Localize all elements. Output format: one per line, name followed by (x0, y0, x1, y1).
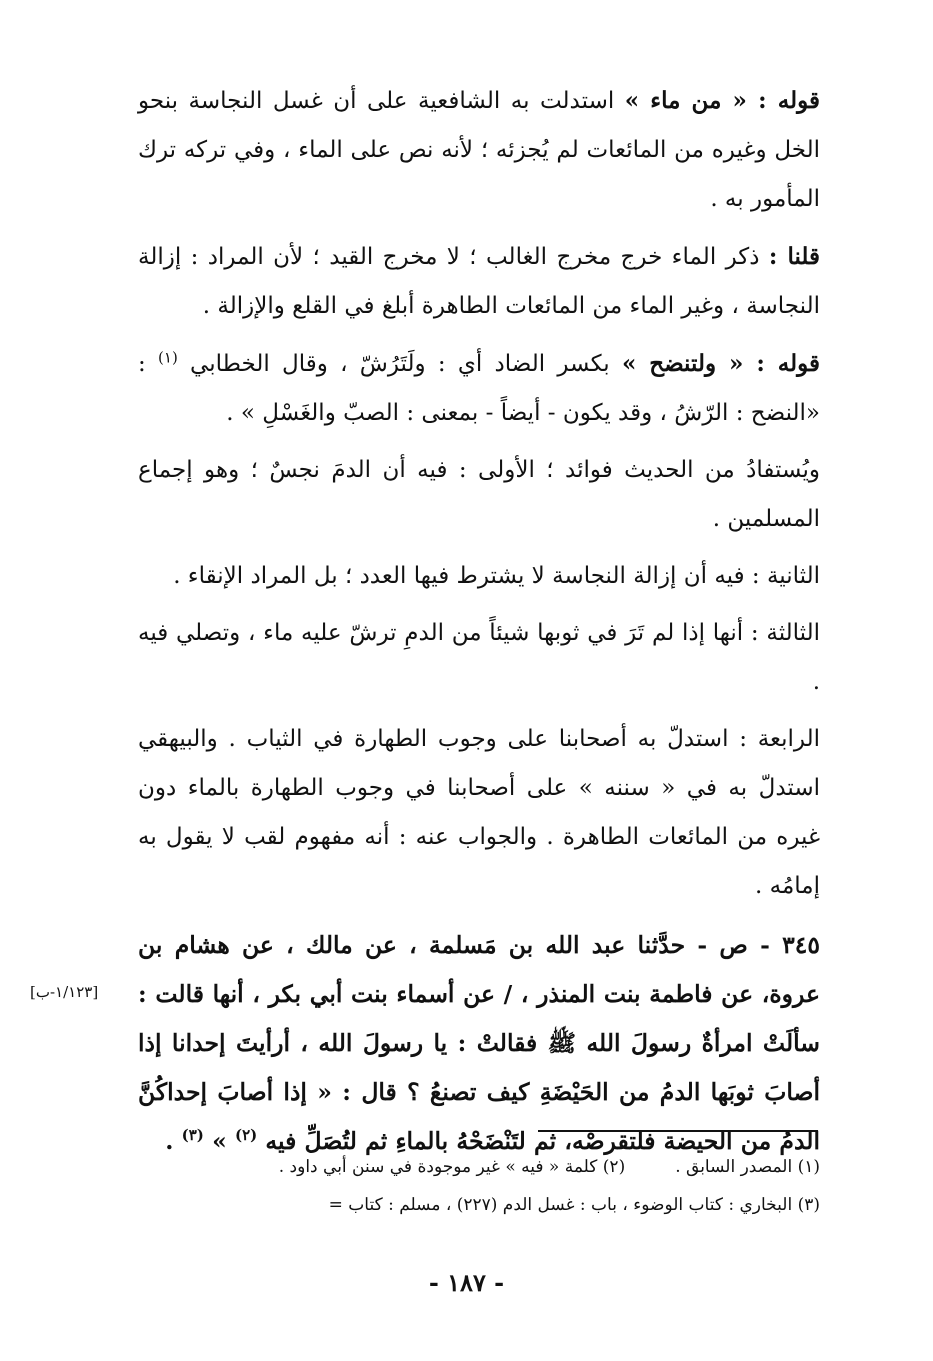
footnote-3: (٣) البخاري : كتاب الوضوء ، باب : غسل الدم (٢٢٧) ، مسلم : كتاب = (328, 1195, 820, 1215)
page-number: - ١٨٧ - (428, 1268, 505, 1297)
paragraph-4-text: ويُستفادُ من الحديث فوائد ؛ الأولى : فيه أن الدمَ نجسٌ ؛ وهو إجماع المسلمين . (138, 457, 820, 532)
paragraph-3-text: بكسر الضاد أي : ولَتَرُشّ ، وقال الخطابي (177, 351, 622, 377)
hadith-end: . (165, 1127, 182, 1155)
paragraph-5 (138, 552, 820, 601)
footnote-1: (١) المصدر السابق . (675, 1157, 820, 1177)
paragraph-1-text: استدلت به الشافعية على أن غسل النجاسة بنحو الخل وغيره من المائعات لم يُجزئه ؛ لأنه نص على الماء ، وفي تركه ترك المأمور به . (138, 88, 820, 212)
paragraph-1 (138, 76, 820, 224)
paragraph-2 (138, 232, 820, 331)
paragraph-6-text: الثالثة : أنها إذا لم تَرَ في ثوبها شيئاً من الدمِ ترشّ عليه ماء ، وتصلي فيه . (138, 620, 820, 695)
footnote-2: (٢) كلمة « فيه » غير موجودة في سنن أبي داود . (278, 1157, 626, 1177)
paragraph-3 (138, 339, 820, 438)
footnote-separator (538, 1130, 818, 1132)
paragraph-3-text-continued: : «النضح : الرّشُ ، وقد يكون - أيضاً - بمعنى : الصبّ والغَسْلِ » . (138, 351, 820, 426)
paragraph-7 (138, 715, 820, 911)
paragraph-3-lead: قوله : « ولتنضح » (621, 350, 821, 377)
footnotes (138, 1148, 820, 1224)
hadith-tail: » (203, 1127, 235, 1155)
paragraph-6 (138, 609, 820, 707)
paragraph-4 (138, 446, 820, 544)
footnote-ref-2[interactable]: (٢) (234, 1126, 258, 1145)
manuscript-folio-ref: [١/١٢٣-ب] (30, 983, 99, 1001)
hadith-body: ٣٤٥ - ص - حدَّثنا عبد الله بن مَسلمة ، عن مالك ، عن هشام بن عروة، عن فاطمة بنت المنذر ، / عن أسماء بنت أبي بكر ، أنها قالت : سألَتْ امرأةٌ رسولَ الله ﷺ فقالتْ : يا رسولَ الله ، أرأيتَ إحدانا إذا أصابَ ثوبَها الدمُ من الحَيْضَةِ كيف تصنعُ ؟ قال : « إذا أصابَ إحداكُنَّ الدمُ من الحيضة فلتقرصْه، ثم لتَنْضَحْهُ بالماءِ ثم لتُصَلِّ فيه (138, 931, 820, 1155)
paragraph-7-text: الرابعة : استدلّ به أصحابنا على وجوب الطهارة في الثياب . والبيهقي استدلّ به في « سننه » على أصحابنا في وجوب الطهارة بالماء دون غيره من المائعات الطاهرة . والجواب عنه : أنه مفهوم لقب لا يقول به إمامُه . (138, 726, 820, 899)
paragraph-5-text: الثانية : فيه أن إزالة النجاسة لا يشترط فيها العدد ؛ بل المراد الإنقاء . (173, 563, 820, 589)
paragraph-2-text: ذكر الماء خرج مخرج الغالب ؛ لا مخرج القيد ؛ لأن المراد : إزالة النجاسة ، وغير الماء من المائعات الطاهرة أبلغ في القلع والإزالة . (138, 244, 820, 319)
page-body (30, 76, 821, 1190)
paragraph-1-lead: قوله : « من ماء » (624, 87, 820, 114)
footnote-ref-3[interactable]: (٣) (181, 1126, 204, 1145)
footnote-ref-1[interactable]: (١) (158, 348, 178, 367)
paragraph-2-lead: قلنا : (768, 243, 821, 270)
footnotes-row-1 (138, 1148, 820, 1186)
